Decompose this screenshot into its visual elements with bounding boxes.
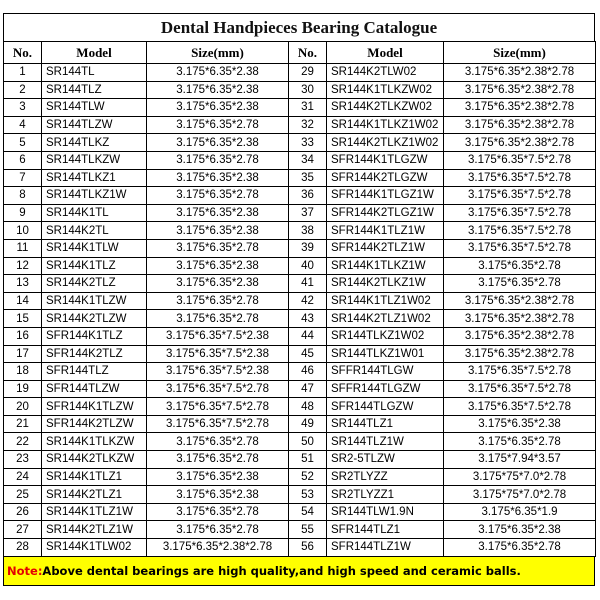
row-number: 9 — [4, 204, 42, 222]
size-cell: 3.175*6.35*2.78 — [444, 539, 596, 557]
size-cell: 3.175*6.35*2.38*2.78 — [444, 345, 596, 363]
table-row — [4, 64, 596, 82]
size-cell: 3.175*6.35*7.5*2.78 — [444, 151, 596, 169]
size-cell: 3.175*6.35*2.38*2.78 — [444, 81, 596, 99]
table-row — [4, 433, 596, 451]
row-number: 8 — [4, 187, 42, 205]
row-number: 17 — [4, 345, 42, 363]
size-cell: 3.175*6.35*2.38*2.78 — [444, 327, 596, 345]
row-number: 16 — [4, 327, 42, 345]
size-cell: 3.175*6.35*2.78 — [147, 433, 289, 451]
row-number: 43 — [289, 310, 327, 328]
model-cell: SFFR144TLGW — [327, 363, 444, 381]
row-number: 40 — [289, 257, 327, 275]
row-number: 44 — [289, 327, 327, 345]
row-number: 29 — [289, 64, 327, 82]
size-cell: 3.175*6.35*2.38 — [147, 64, 289, 82]
size-cell: 3.175*6.35*2.38 — [147, 99, 289, 117]
table-row — [4, 151, 596, 169]
table-row — [4, 222, 596, 240]
row-number: 25 — [4, 486, 42, 504]
table-row — [4, 310, 596, 328]
table-row — [4, 204, 596, 222]
header-no: No. — [4, 42, 42, 64]
size-cell: 3.175*6.35*2.38 — [147, 204, 289, 222]
header-model: Model — [327, 42, 444, 64]
model-cell: SFFR144TLGZW — [327, 380, 444, 398]
table-row — [4, 99, 596, 117]
row-number: 49 — [289, 415, 327, 433]
table-row — [4, 539, 596, 557]
row-number: 55 — [289, 521, 327, 539]
row-number: 19 — [4, 380, 42, 398]
row-number: 50 — [289, 433, 327, 451]
size-cell: 3.175*6.35*2.38 — [147, 222, 289, 240]
size-cell: 3.175*6.35*2.38*2.78 — [444, 99, 596, 117]
model-cell: SR144K1TLKZW — [42, 433, 147, 451]
size-cell: 3.175*6.35*7.5*2.38 — [147, 345, 289, 363]
model-cell: SR144K1TLZW — [42, 292, 147, 310]
row-number: 35 — [289, 169, 327, 187]
model-cell: SR144TLZ1 — [327, 415, 444, 433]
size-cell: 3.175*6.35*7.5*2.78 — [444, 380, 596, 398]
model-cell: SR144TLKZ1 — [42, 169, 147, 187]
row-number: 1 — [4, 64, 42, 82]
row-number: 41 — [289, 275, 327, 293]
table-row — [4, 380, 596, 398]
model-cell: SR144TLKZ — [42, 134, 147, 152]
model-cell: SFR144K2TLZ1W — [327, 239, 444, 257]
size-cell: 3.175*6.35*2.78 — [147, 239, 289, 257]
model-cell: SR2TLYZZ1 — [327, 486, 444, 504]
row-number: 5 — [4, 134, 42, 152]
size-cell: 3.175*6.35*2.78 — [147, 292, 289, 310]
table-row — [4, 327, 596, 345]
table-row — [4, 521, 596, 539]
row-number: 10 — [4, 222, 42, 240]
header-size: Size(mm) — [147, 42, 289, 64]
table-row — [4, 503, 596, 521]
row-number: 56 — [289, 539, 327, 557]
model-cell: SR144K1TLW — [42, 239, 147, 257]
row-number: 45 — [289, 345, 327, 363]
catalogue-sheet — [3, 13, 595, 586]
table-body — [4, 64, 596, 557]
model-cell: SR144TL — [42, 64, 147, 82]
size-cell: 3.175*6.35*2.38*2.78 — [444, 292, 596, 310]
model-cell: SR144K2TL — [42, 222, 147, 240]
model-cell: SR144TLZ — [42, 81, 147, 99]
row-number: 38 — [289, 222, 327, 240]
model-cell: SR144K2TLZ1 — [42, 486, 147, 504]
model-cell: SR144TLW1.9N — [327, 503, 444, 521]
row-number: 52 — [289, 468, 327, 486]
size-cell: 3.175*6.35*2.38*2.78 — [444, 134, 596, 152]
row-number: 51 — [289, 451, 327, 469]
row-number: 12 — [4, 257, 42, 275]
model-cell: SFR144TLZW — [42, 380, 147, 398]
size-cell: 3.175*75*7.0*2.78 — [444, 468, 596, 486]
note-text: Above dental bearings are high quality,and high speed and ceramic balls. — [42, 563, 521, 578]
size-cell: 3.175*6.35*2.78 — [147, 187, 289, 205]
table-row — [4, 451, 596, 469]
row-number: 37 — [289, 204, 327, 222]
size-cell: 3.175*6.35*2.38*2.78 — [147, 539, 289, 557]
model-cell: SR144K1TLKZ1W — [327, 257, 444, 275]
row-number: 15 — [4, 310, 42, 328]
size-cell: 3.175*6.35*2.78 — [147, 521, 289, 539]
model-cell: SR144K1TLZ1W02 — [327, 292, 444, 310]
size-cell: 3.175*6.35*2.38*2.78 — [444, 116, 596, 134]
model-cell: SR144K2TLZW — [42, 310, 147, 328]
model-cell: SR144K2TLZ1W — [42, 521, 147, 539]
row-number: 2 — [4, 81, 42, 99]
note-label: Note: — [7, 563, 43, 578]
model-cell: SR144K1TLZ — [42, 257, 147, 275]
size-cell: 3.175*6.35*2.38 — [147, 468, 289, 486]
row-number: 4 — [4, 116, 42, 134]
size-cell: 3.175*6.35*7.5*2.78 — [444, 187, 596, 205]
model-cell: SFR144K2TLGZ1W — [327, 204, 444, 222]
size-cell: 3.175*6.35*2.38 — [147, 275, 289, 293]
model-cell: SFR144K1TLGZW — [327, 151, 444, 169]
model-cell: SR144K2TLZ — [42, 275, 147, 293]
size-cell: 3.175*6.35*7.5*2.78 — [147, 380, 289, 398]
model-cell: SR144K1TL — [42, 204, 147, 222]
row-number: 27 — [4, 521, 42, 539]
table-row — [4, 169, 596, 187]
table-row — [4, 468, 596, 486]
model-cell: SFR144K2TLGZW — [327, 169, 444, 187]
table-header-row — [4, 42, 596, 64]
model-cell: SR2TLYZZ — [327, 468, 444, 486]
size-cell: 3.175*6.35*2.78 — [147, 503, 289, 521]
size-cell: 3.175*6.35*2.38*2.78 — [444, 310, 596, 328]
row-number: 20 — [4, 398, 42, 416]
model-cell: SR144K2TLW02 — [327, 64, 444, 82]
size-cell: 3.175*6.35*2.78 — [147, 310, 289, 328]
table-row — [4, 345, 596, 363]
row-number: 48 — [289, 398, 327, 416]
table-row — [4, 486, 596, 504]
model-cell: SR144K1TLW02 — [42, 539, 147, 557]
size-cell: 3.175*6.35*2.38*2.78 — [444, 64, 596, 82]
row-number: 24 — [4, 468, 42, 486]
row-number: 33 — [289, 134, 327, 152]
row-number: 30 — [289, 81, 327, 99]
table-row — [4, 257, 596, 275]
model-cell: SR144K2TLKZ1W02 — [327, 134, 444, 152]
size-cell: 3.175*6.35*1.9 — [444, 503, 596, 521]
row-number: 22 — [4, 433, 42, 451]
table-row — [4, 415, 596, 433]
size-cell: 3.175*6.35*7.5*2.78 — [147, 398, 289, 416]
model-cell: SR144TLKZW — [42, 151, 147, 169]
row-number: 14 — [4, 292, 42, 310]
row-number: 13 — [4, 275, 42, 293]
size-cell: 3.175*6.35*2.38 — [147, 134, 289, 152]
size-cell: 3.175*6.35*2.78 — [444, 257, 596, 275]
model-cell: SR144K1TLZ1 — [42, 468, 147, 486]
size-cell: 3.175*6.35*7.5*2.78 — [444, 222, 596, 240]
size-cell: 3.175*6.35*2.38 — [444, 415, 596, 433]
model-cell: SFR144TLGZW — [327, 398, 444, 416]
table-row — [4, 81, 596, 99]
model-cell: SR144TLKZ1W — [42, 187, 147, 205]
model-cell: SFR144K1TLZW — [42, 398, 147, 416]
model-cell: SR144K2TLZ1W02 — [327, 310, 444, 328]
size-cell: 3.175*7.94*3.57 — [444, 451, 596, 469]
model-cell: SFR144K1TLZ — [42, 327, 147, 345]
bearing-table — [3, 41, 596, 557]
footer-note — [3, 557, 595, 586]
header-model: Model — [42, 42, 147, 64]
row-number: 28 — [4, 539, 42, 557]
model-cell: SR144TLZW — [42, 116, 147, 134]
row-number: 11 — [4, 239, 42, 257]
row-number: 46 — [289, 363, 327, 381]
model-cell: SFR144TLZ1 — [327, 521, 444, 539]
model-cell: SR2-5TLZW — [327, 451, 444, 469]
size-cell: 3.175*6.35*2.38 — [147, 169, 289, 187]
table-row — [4, 134, 596, 152]
table-row — [4, 239, 596, 257]
row-number: 54 — [289, 503, 327, 521]
size-cell: 3.175*6.35*7.5*2.38 — [147, 327, 289, 345]
row-number: 36 — [289, 187, 327, 205]
row-number: 39 — [289, 239, 327, 257]
model-cell: SR144K1TLKZ1W02 — [327, 116, 444, 134]
row-number: 31 — [289, 99, 327, 117]
size-cell: 3.175*6.35*2.78 — [444, 275, 596, 293]
model-cell: SFR144K2TLZ — [42, 345, 147, 363]
model-cell: SR144TLW — [42, 99, 147, 117]
row-number: 6 — [4, 151, 42, 169]
table-row — [4, 363, 596, 381]
model-cell: SFR144TLZ1W — [327, 539, 444, 557]
model-cell: SFR144K2TLZW — [42, 415, 147, 433]
model-cell: SR144K1TLKZW02 — [327, 81, 444, 99]
size-cell: 3.175*6.35*7.5*2.78 — [147, 415, 289, 433]
header-size: Size(mm) — [444, 42, 596, 64]
model-cell: SR144TLKZ1W02 — [327, 327, 444, 345]
row-number: 7 — [4, 169, 42, 187]
table-row — [4, 187, 596, 205]
size-cell: 3.175*6.35*7.5*2.38 — [147, 363, 289, 381]
table-row — [4, 398, 596, 416]
model-cell: SR144K2TLKZW — [42, 451, 147, 469]
page-title: Dental Handpieces Bearing Catalogue — [3, 13, 595, 41]
row-number: 26 — [4, 503, 42, 521]
table-row — [4, 275, 596, 293]
size-cell: 3.175*6.35*2.78 — [147, 151, 289, 169]
size-cell: 3.175*6.35*7.5*2.78 — [444, 204, 596, 222]
row-number: 42 — [289, 292, 327, 310]
size-cell: 3.175*6.35*7.5*2.78 — [444, 363, 596, 381]
size-cell: 3.175*6.35*2.38 — [147, 81, 289, 99]
model-cell: SR144TLZ1W — [327, 433, 444, 451]
size-cell: 3.175*6.35*7.5*2.78 — [444, 398, 596, 416]
row-number: 23 — [4, 451, 42, 469]
model-cell: SR144K2TLKZ1W — [327, 275, 444, 293]
size-cell: 3.175*75*7.0*2.78 — [444, 486, 596, 504]
size-cell: 3.175*6.35*7.5*2.78 — [444, 239, 596, 257]
model-cell: SR144K2TLKZW02 — [327, 99, 444, 117]
size-cell: 3.175*6.35*7.5*2.78 — [444, 169, 596, 187]
row-number: 32 — [289, 116, 327, 134]
model-cell: SFR144TLZ — [42, 363, 147, 381]
size-cell: 3.175*6.35*2.38 — [444, 521, 596, 539]
size-cell: 3.175*6.35*2.38 — [147, 486, 289, 504]
row-number: 21 — [4, 415, 42, 433]
table-row — [4, 292, 596, 310]
model-cell: SR144K1TLZ1W — [42, 503, 147, 521]
size-cell: 3.175*6.35*2.78 — [444, 433, 596, 451]
row-number: 47 — [289, 380, 327, 398]
model-cell: SR144TLKZ1W01 — [327, 345, 444, 363]
model-cell: SFR144K1TLZ1W — [327, 222, 444, 240]
header-no: No. — [289, 42, 327, 64]
table-row — [4, 116, 596, 134]
size-cell: 3.175*6.35*2.78 — [147, 451, 289, 469]
row-number: 18 — [4, 363, 42, 381]
size-cell: 3.175*6.35*2.78 — [147, 116, 289, 134]
size-cell: 3.175*6.35*2.38 — [147, 257, 289, 275]
model-cell: SFR144K1TLGZ1W — [327, 187, 444, 205]
row-number: 34 — [289, 151, 327, 169]
row-number: 3 — [4, 99, 42, 117]
row-number: 53 — [289, 486, 327, 504]
